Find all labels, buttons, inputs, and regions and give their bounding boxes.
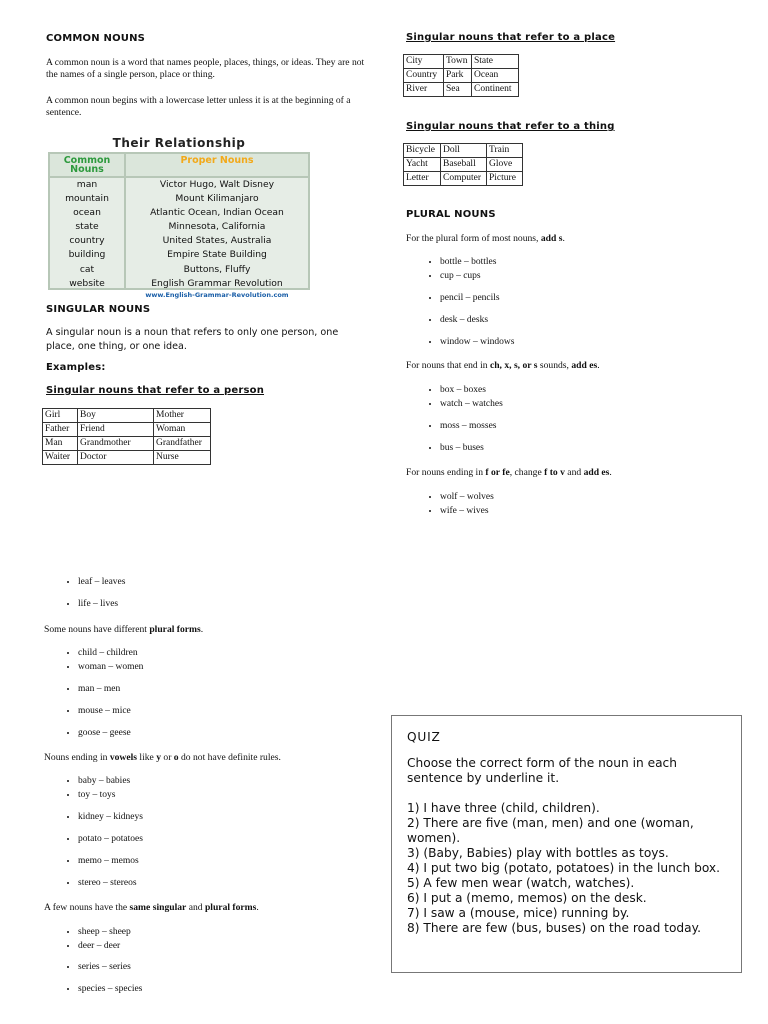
rule-emphasis: plural forms bbox=[149, 624, 201, 635]
proper-noun-example: Empire State Building bbox=[167, 249, 267, 261]
table-cell: Nurse bbox=[154, 451, 211, 465]
table-cell: Train bbox=[487, 144, 523, 158]
table-cell: Bicycle bbox=[404, 144, 441, 158]
quiz-heading: QUIZ bbox=[407, 730, 441, 744]
table-cell: Doctor bbox=[78, 451, 154, 465]
rule-emphasis: f to v bbox=[544, 467, 565, 478]
list-item: • toy – toys bbox=[78, 788, 278, 802]
thing-nouns-heading: Singular nouns that refer to a thing bbox=[406, 121, 615, 132]
quiz-questions bbox=[407, 801, 737, 936]
table-cell: Continent bbox=[472, 83, 519, 97]
table-cell: Waiter bbox=[43, 451, 78, 465]
proper-noun-example: Minnesota, California bbox=[168, 221, 266, 233]
rule-text: Nouns ending in bbox=[44, 752, 110, 763]
rule-emphasis: same singular bbox=[129, 902, 187, 913]
table-cell: Boy bbox=[78, 409, 154, 423]
list-item: • bus – buses bbox=[440, 441, 640, 455]
quiz-instructions: Choose the correct form of the noun in each sentence by underline it. bbox=[407, 756, 677, 785]
add-s-rule bbox=[406, 233, 565, 245]
table-row bbox=[404, 158, 523, 172]
table-cell: Country bbox=[404, 69, 444, 83]
f-to-v-list bbox=[406, 490, 640, 518]
common-noun-example: website bbox=[69, 277, 105, 289]
rule-text-end: . bbox=[200, 624, 204, 635]
irregular-plurals-list-2 bbox=[44, 682, 278, 740]
list-item: • baby – babies bbox=[78, 774, 278, 788]
table-cell: State bbox=[472, 55, 519, 69]
common-noun-example: ocean bbox=[73, 207, 101, 219]
common-nouns-column bbox=[50, 154, 126, 288]
table-cell: Woman bbox=[154, 423, 211, 437]
rule-text: , change bbox=[509, 467, 545, 478]
table-cell: Park bbox=[444, 69, 472, 83]
add-s-list-2 bbox=[406, 291, 640, 349]
common-noun-example: mountain bbox=[65, 193, 109, 205]
table-cell: Picture bbox=[487, 172, 523, 186]
irregular-plurals-list bbox=[44, 646, 278, 674]
same-form-rule bbox=[44, 902, 259, 914]
list-item: • sheep – sheep bbox=[78, 925, 278, 939]
table-cell: Friend bbox=[78, 423, 154, 437]
same-form-list bbox=[44, 925, 278, 953]
list-item: • woman – women bbox=[78, 660, 278, 674]
table-cell: Town bbox=[444, 55, 472, 69]
common-nouns-column-header: Common Nouns bbox=[50, 154, 124, 178]
list-item: • window – windows bbox=[440, 335, 640, 349]
list-item: • kidney – kidneys bbox=[78, 810, 278, 824]
table-row bbox=[404, 69, 519, 83]
table-cell: Grandfather bbox=[154, 437, 211, 451]
proper-noun-example: Mount Kilimanjaro bbox=[175, 193, 259, 205]
common-noun-example: country bbox=[69, 235, 105, 247]
plural-nouns-heading: PLURAL NOUNS bbox=[406, 209, 496, 220]
table-row bbox=[43, 437, 211, 451]
same-form-list-2 bbox=[44, 960, 278, 996]
add-es-list-2 bbox=[406, 419, 640, 455]
add-s-list bbox=[406, 255, 640, 283]
rule-text: Some nouns have different bbox=[44, 624, 150, 635]
place-nouns-heading: Singular nouns that refer to a place bbox=[406, 32, 616, 43]
rule-text: sounds, bbox=[537, 360, 572, 371]
proper-noun-example: Atlantic Ocean, Indian Ocean bbox=[150, 207, 284, 219]
proper-noun-example: English Grammar Revolution bbox=[151, 277, 283, 289]
relationship-table bbox=[48, 152, 310, 299]
table-cell: Mother bbox=[154, 409, 211, 423]
rule-text-end: . bbox=[597, 360, 600, 371]
quiz-question: 6) I put a (memo, memos) on the desk. bbox=[407, 891, 647, 905]
list-item: • leaf – leaves bbox=[78, 575, 278, 589]
list-item: • potato – potatoes bbox=[78, 832, 278, 846]
list-item: • memo – memos bbox=[78, 854, 278, 868]
vowel-rule bbox=[44, 752, 281, 764]
rule-emphasis: ch, x, s, or s bbox=[489, 360, 538, 371]
person-nouns-heading: Singular nouns that refer to a person bbox=[46, 385, 265, 396]
common-noun-example: state bbox=[75, 221, 99, 233]
table-row bbox=[404, 83, 519, 97]
table-cell: Father bbox=[43, 423, 78, 437]
table-cell: River bbox=[404, 83, 444, 97]
rule-text: A few nouns have the bbox=[44, 902, 130, 913]
rule-text-end: . bbox=[562, 233, 565, 244]
list-item: • stereo – stereos bbox=[78, 876, 278, 890]
table-cell: Doll bbox=[441, 144, 487, 158]
singular-nouns-heading: SINGULAR NOUNS bbox=[46, 304, 151, 315]
proper-nouns-list bbox=[126, 178, 308, 291]
table-cell: Sea bbox=[444, 83, 472, 97]
list-item: • box – boxes bbox=[440, 383, 640, 397]
table-cell: Ocean bbox=[472, 69, 519, 83]
rule-text: and bbox=[186, 902, 205, 913]
source-url: www.English-Grammar-Revolution.com bbox=[145, 290, 289, 299]
list-item: • watch – watches bbox=[440, 397, 640, 411]
rule-emphasis: add s bbox=[540, 233, 563, 244]
thing-nouns-table bbox=[403, 143, 523, 186]
list-item: • life – lives bbox=[78, 597, 278, 611]
common-nouns-capitalization: A common noun begins with a lowercase letter unless it is at the beginning of a sentence. bbox=[46, 95, 351, 118]
table-cell: Girl bbox=[43, 409, 78, 423]
rule-text: or bbox=[161, 752, 174, 763]
rule-text-end: . bbox=[609, 467, 612, 478]
table-cell: Yacht bbox=[404, 158, 441, 172]
list-item: • species – species bbox=[78, 982, 278, 996]
different-plurals-rule bbox=[44, 624, 203, 636]
list-item: • mouse – mice bbox=[78, 704, 278, 718]
list-item: • bottle – bottles bbox=[440, 255, 640, 269]
rule-text: For nouns ending in bbox=[406, 467, 486, 478]
rule-text: For the plural form of most nouns, bbox=[406, 233, 541, 244]
list-item: • goose – geese bbox=[78, 726, 278, 740]
rule-text: For nouns that end in bbox=[406, 360, 490, 371]
table-row bbox=[43, 451, 211, 465]
quiz-question: 1) I have three (child, children). bbox=[407, 801, 600, 815]
common-nouns-heading: COMMON NOUNS bbox=[46, 33, 146, 44]
relationship-graphic bbox=[48, 134, 310, 299]
table-cell: City bbox=[404, 55, 444, 69]
proper-noun-example: Buttons, Fluffy bbox=[183, 263, 251, 275]
f-to-v-rule bbox=[406, 467, 612, 479]
table-row bbox=[404, 144, 523, 158]
proper-nouns-column bbox=[126, 154, 308, 299]
quiz-question: 2) There are five (man, men) and one (woman, women). bbox=[407, 816, 694, 845]
list-item: • wolf – wolves bbox=[440, 490, 640, 504]
table-row bbox=[43, 409, 211, 423]
singular-nouns-definition: A singular noun is a noun that refers to only one person, one place, one thing, or one idea. bbox=[46, 327, 339, 352]
list-item: • deer – deer bbox=[78, 939, 278, 953]
list-item: • pencil – pencils bbox=[440, 291, 640, 305]
add-es-list bbox=[406, 383, 640, 411]
quiz-box bbox=[391, 715, 742, 973]
rule-text-end: do not have definite rules. bbox=[178, 752, 281, 763]
rule-emphasis: f or fe bbox=[485, 467, 510, 478]
common-nouns-list bbox=[50, 178, 124, 291]
table-cell: Computer bbox=[441, 172, 487, 186]
proper-noun-example: United States, Australia bbox=[162, 235, 272, 247]
rule-text-end: . bbox=[256, 902, 259, 913]
rule-text: like bbox=[137, 752, 157, 763]
rule-emphasis: plural forms bbox=[204, 902, 257, 913]
person-nouns-table bbox=[42, 408, 211, 465]
table-row bbox=[404, 55, 519, 69]
table-cell: Grandmother bbox=[78, 437, 154, 451]
quiz-question: 4) I put two big (potato, potatoes) in the lunch box. bbox=[407, 861, 721, 875]
place-nouns-table bbox=[403, 54, 519, 97]
rule-emphasis: add es bbox=[583, 467, 610, 478]
table-cell: Man bbox=[43, 437, 78, 451]
vowel-plurals-list-2 bbox=[44, 810, 278, 890]
table-cell: Glove bbox=[487, 158, 523, 172]
proper-nouns-column-header: Proper Nouns bbox=[126, 154, 308, 178]
common-noun-example: building bbox=[68, 249, 106, 261]
rule-emphasis: add es bbox=[571, 360, 598, 371]
list-item: • child – children bbox=[78, 646, 278, 660]
examples-label: Examples: bbox=[46, 362, 106, 373]
list-item: • moss – mosses bbox=[440, 419, 640, 433]
f-plural-list-continued bbox=[44, 575, 278, 611]
quiz-question: 5) A few men wear (watch, watches). bbox=[407, 876, 635, 890]
list-item: • series – series bbox=[78, 960, 278, 974]
quiz-question: 7) I saw a (mouse, mice) running by. bbox=[407, 906, 630, 920]
list-item: • man – men bbox=[78, 682, 278, 696]
common-nouns-definition: A common noun is a word that names people, places, things, or ideas. They are not the names of a single person, place or thing. bbox=[46, 57, 365, 80]
common-noun-example: cat bbox=[79, 263, 95, 275]
table-cell: Letter bbox=[404, 172, 441, 186]
vowel-plurals-list bbox=[44, 774, 278, 802]
quiz-question: 8) There are few (bus, buses) on the road today. bbox=[407, 921, 701, 935]
rule-emphasis: vowels bbox=[109, 752, 138, 763]
table-row bbox=[404, 172, 523, 186]
list-item: • wife – wives bbox=[440, 504, 640, 518]
rule-emphasis: y bbox=[156, 752, 161, 763]
list-item: • desk – desks bbox=[440, 313, 640, 327]
quiz-question: 3) (Baby, Babies) play with bottles as toys. bbox=[407, 846, 669, 860]
rule-emphasis: o bbox=[173, 752, 179, 763]
proper-noun-example: Victor Hugo, Walt Disney bbox=[159, 179, 275, 190]
table-row bbox=[43, 423, 211, 437]
rule-text: and bbox=[564, 467, 584, 478]
common-noun-example: man bbox=[76, 179, 98, 190]
list-item: • cup – cups bbox=[440, 269, 640, 283]
add-es-rule bbox=[406, 360, 600, 372]
table-cell: Baseball bbox=[441, 158, 487, 172]
relationship-title: Their Relationship bbox=[112, 136, 246, 150]
